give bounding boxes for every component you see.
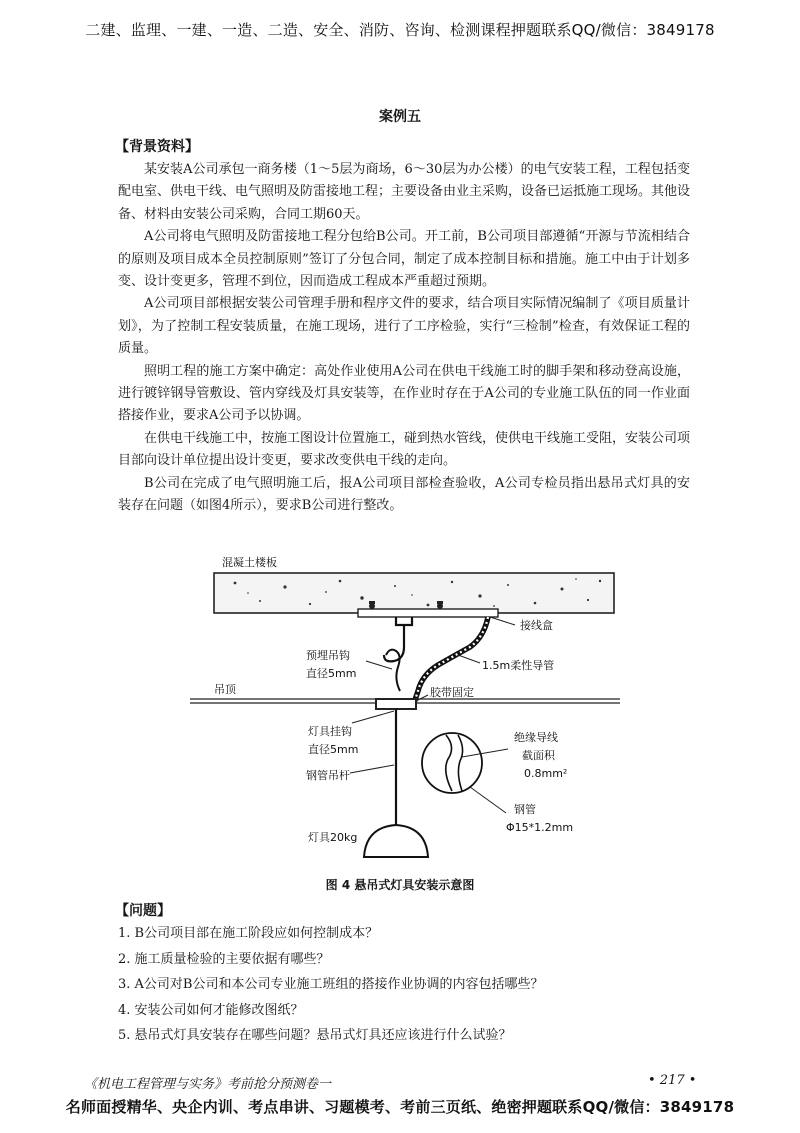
question-item: 2. 施工质量检验的主要依据有哪些？ (118, 951, 330, 967)
tape-fix-label: 胶带固定 (430, 686, 474, 699)
paragraph: 在供电干线施工中，按施工图设计位置施工，碰到热水管线，使供电干线施工受阻，安装公司项目部向设计单位提出设计变更，要求改变供电干线的走向。 (118, 430, 691, 469)
lamp-shade (364, 825, 428, 857)
figure-caption: 图 4 悬吊式灯具安装示意图 (325, 878, 475, 892)
section-area-value: 0.8mm² (524, 767, 568, 780)
insulated-wire-label: 绝缘导线 (514, 731, 558, 744)
page-number: • 217 • (648, 1073, 697, 1088)
junction-box (358, 609, 498, 617)
paragraph: B公司在完成了电气照明施工后，报A公司项目部检查验收，A公司专检员指出悬吊式灯具的安装存在问题（如图4所示），要求B公司进行整改。 (118, 475, 690, 514)
embedded-hook-label: 预埋吊钩 (306, 649, 350, 662)
paragraph: A公司项目部根据安装公司管理手册和程序文件的要求，结合项目实际情况编制了《项目质量计划》，为了控制工程安装质量，在施工现场，进行了工序检验，实行“三检制”检查，有效保证工程的质量。 (118, 296, 690, 357)
section-area-label: 截面积 (522, 749, 555, 762)
question-item: 4. 安装公司如何才能修改图纸？ (118, 1002, 304, 1018)
concrete-slab (214, 573, 614, 613)
steel-rod-label: 钢管吊杆 (306, 769, 350, 782)
case-title: 案例五 (379, 109, 421, 125)
background-heading: 【背景资料】 (115, 139, 199, 155)
question-item: 5. 悬吊式灯具安装存在哪些问题？悬吊式灯具还应该进行什么试验？ (118, 1028, 512, 1043)
slab-label: 混凝土楼板 (222, 556, 277, 569)
lamp-hook-label: 灯具挂钩 (308, 725, 352, 738)
question-item: 1. B公司项目部在施工阶段应如何控制成本？ (118, 926, 379, 941)
paragraph: A公司将电气照明及防雷接地工程分包给B公司。开工前，B公司项目部遵循“开源与节流相结合的原则及项目成本全员控制原则”签订了分包合同，制定了成本控制目标和措施。施工中由于计划多变、设计变更多，管理不到位，因而造成工程成本严重超过预期。 (118, 229, 690, 290)
ceiling-label: 吊顶 (214, 683, 236, 696)
paragraph: 某安装A公司承包一商务楼（1～5层为商场，6～30层为办公楼）的电气安装工程，工程包括变配电室、供电干线、电气照明及防雷接地工程；主要设备由业主采购，设备已运抵施工现场。其他设备、材料由安装公司采购，合同工期60天。 (118, 162, 691, 222)
lamp-installation-diagram (190, 551, 620, 871)
pipe-spec-label: Φ15*1.2mm (506, 821, 574, 834)
conduit-label: 1.5m柔性导管 (482, 659, 555, 672)
embedded-hook-diameter: 直径5mm (306, 667, 357, 680)
top-ad-banner: 二建、监理、一建、一造、二造、安全、消防、咨询、检测课程押题联系QQ/微信：3849178 (85, 21, 715, 39)
steel-pipe-label: 钢管 (514, 803, 536, 816)
bottom-ad-banner: 名师面授精华、央企内训、考点串讲、习题模考、考前三页纸、绝密押题联系QQ/微信：3849178 (65, 1098, 735, 1116)
questions-heading: 【问题】 (115, 903, 171, 919)
paragraph: 照明工程的施工方案中确定：高处作业使用A公司在供电干线施工时的脚手架和移动登高设施，进行镀锌钢导管敷设、管内穿线及灯具安装等，在作业时存在于A公司的专业施工队伍的同一作业面搭接作业，要求A公司予以协调。 (118, 363, 690, 424)
lamp-hook-diameter: 直径5mm (308, 743, 359, 756)
pipe-detail-circle (422, 733, 482, 793)
footer-book-title: 《机电工程管理与实务》考前抢分预测卷一 (84, 1077, 332, 1092)
tape-fixing (376, 699, 416, 709)
questions-list (118, 921, 698, 1049)
question-item: 3. A公司对B公司和本公司专业施工班组的搭接作业协调的内容包括哪些？ (118, 977, 544, 992)
junction-box-label: 接线盒 (520, 619, 553, 632)
background-text (118, 159, 690, 518)
lamp-label: 灯具20kg (308, 831, 358, 844)
